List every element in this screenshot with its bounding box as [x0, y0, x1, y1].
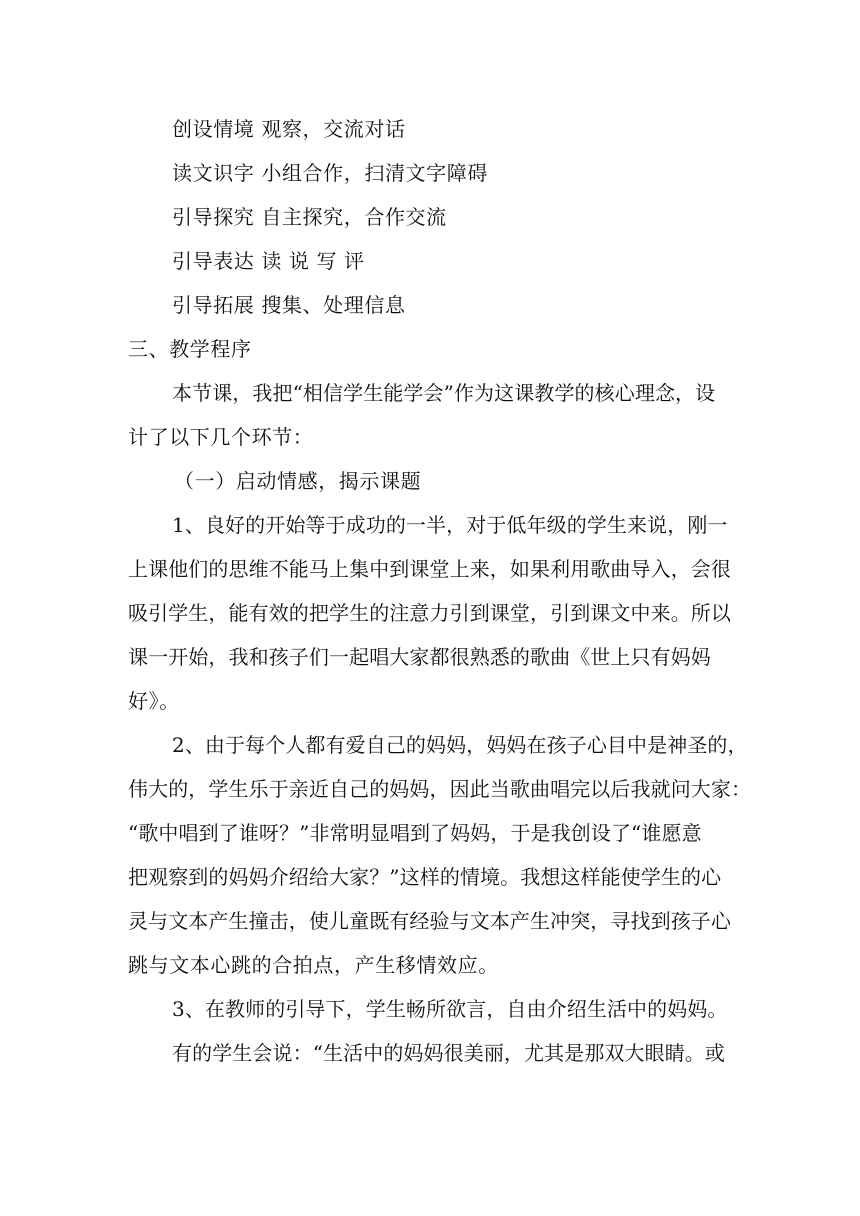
paragraph-line: 灵与文本产生撞击，使儿童既有经验与文本产生冲突，寻找到孩子心	[128, 909, 731, 933]
subsection-heading: （一）启动情感，揭示课题	[174, 469, 422, 493]
method-line-2: 读文识字 小组合作，扫清文字障碍	[172, 161, 488, 185]
paragraph-line: 有的学生会说：“生活中的妈妈很美丽，尤其是那双大眼睛。或	[172, 1041, 726, 1065]
paragraph-line: 上课他们的思维不能马上集中到课堂上来，如果利用歌曲导入，会很	[128, 557, 731, 581]
paragraph-line: 课一开始，我和孩子们一起唱大家都很熟悉的歌曲《世上只有妈妈	[128, 645, 711, 669]
paragraph-line: 好》。	[128, 689, 180, 713]
paragraph-line: 1、良好的开始等于成功的一半，对于低年级的学生来说，刚一	[172, 513, 728, 537]
paragraph-line: 2、由于每个人都有爱自己的妈妈，妈妈在孩子心目中是神圣的，	[172, 733, 748, 757]
method-line-5: 引导拓展 搜集、处理信息	[172, 293, 406, 317]
section-heading: 三、教学程序	[128, 337, 252, 361]
method-line-1: 创设情境 观察，交流对话	[172, 117, 406, 141]
paragraph-line: 把观察到的妈妈介绍给大家？”这样的情境。我想这样能使学生的心	[128, 865, 722, 889]
paragraph-line: 本节课，我把“相信学生能学会”作为这课教学的核心理念，设	[172, 381, 716, 405]
method-line-4: 引导表达 读 说 写 评	[172, 249, 365, 273]
paragraph-line: 伟大的，学生乐于亲近自己的妈妈，因此当歌曲唱完以后我就问大家：	[128, 777, 752, 801]
paragraph-line: 计了以下几个环节：	[128, 425, 314, 449]
paragraph-line: 跳与文本心跳的合拍点，产生移情效应。	[128, 953, 499, 977]
paragraph-line: 3、在教师的引导下，学生畅所欲言，自由介绍生活中的妈妈。	[172, 997, 728, 1021]
paragraph-line: 吸引学生，能有效的把学生的注意力引到课堂，引到课文中来。所以	[128, 601, 731, 625]
paragraph-line: “歌中唱到了谁呀？”非常明显唱到了妈妈，于是我创设了“谁愿意	[128, 821, 702, 845]
method-line-3: 引导探究 自主探究，合作交流	[172, 205, 447, 229]
document-body	[128, 107, 752, 1079]
